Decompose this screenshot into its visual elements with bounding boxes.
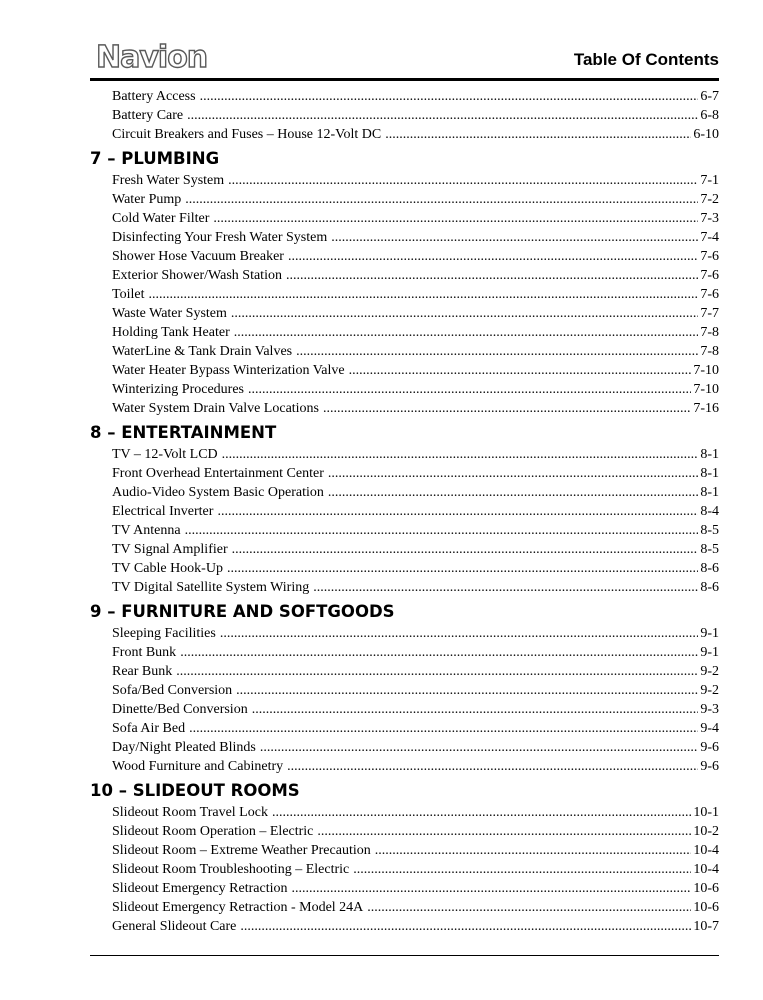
- toc-entry[interactable]: [90, 898, 719, 917]
- toc-entry-title: Audio-Video System Basic Operation: [112, 485, 324, 500]
- toc-entry-title: Holding Tank Heater: [112, 325, 230, 340]
- dot-leader: [291, 879, 691, 898]
- dot-leader: [288, 247, 698, 266]
- toc-entry-title: Cold Water Filter: [112, 211, 210, 226]
- toc-entry-title: Slideout Emergency Retraction: [112, 881, 288, 896]
- dot-leader: [236, 681, 698, 700]
- dot-leader: [185, 521, 699, 540]
- toc-entry-page: 8-4: [700, 504, 719, 519]
- toc-entry-title: TV Digital Satellite System Wiring: [112, 580, 310, 595]
- toc-entry[interactable]: [90, 285, 719, 304]
- toc-entry-page: 10-6: [693, 881, 719, 896]
- dot-leader: [231, 304, 698, 323]
- dot-leader: [248, 380, 691, 399]
- dot-leader: [296, 342, 698, 361]
- table-of-contents: [90, 87, 719, 936]
- page-title: Table Of Contents: [573, 50, 719, 69]
- toc-entry-page: 7-6: [700, 249, 719, 264]
- toc-entry-page: 8-6: [700, 580, 719, 595]
- toc-entry-page: 9-1: [700, 645, 719, 660]
- toc-entry-page: 7-8: [700, 344, 719, 359]
- toc-entry[interactable]: [90, 540, 719, 559]
- toc-entry-page: 8-5: [700, 542, 719, 557]
- toc-entry[interactable]: [90, 662, 719, 681]
- toc-entry-title: Fresh Water System: [112, 173, 225, 188]
- toc-entry-page: 10-1: [693, 805, 719, 820]
- toc-entry[interactable]: [90, 483, 719, 502]
- toc-entry[interactable]: [90, 643, 719, 662]
- dot-leader: [220, 624, 699, 643]
- dot-leader: [367, 898, 691, 917]
- toc-entry-title: Dinette/Bed Conversion: [112, 702, 248, 717]
- toc-entry-page: 6-7: [700, 89, 719, 104]
- dot-leader: [375, 841, 692, 860]
- dot-leader: [328, 483, 698, 502]
- toc-entry[interactable]: [90, 841, 719, 860]
- toc-entry-title: Battery Care: [112, 108, 184, 123]
- toc-entry-title: TV Cable Hook-Up: [112, 561, 223, 576]
- dot-leader: [200, 87, 699, 106]
- toc-entry-page: 6-8: [700, 108, 719, 123]
- dot-leader: [286, 266, 698, 285]
- dot-leader: [148, 285, 698, 304]
- dot-leader: [328, 464, 698, 483]
- toc-entry-page: 7-8: [700, 325, 719, 340]
- toc-entry-title: Slideout Room Travel Lock: [112, 805, 268, 820]
- toc-entry-page: 9-2: [700, 683, 719, 698]
- toc-entry-title: Sleeping Facilities: [112, 626, 216, 641]
- chapter-heading: 7 – PLUMBING: [90, 149, 220, 168]
- toc-entry-title: Front Bunk: [112, 645, 177, 660]
- dot-leader: [187, 106, 698, 125]
- toc-entry[interactable]: [90, 502, 719, 521]
- toc-entry[interactable]: [90, 700, 719, 719]
- toc-entry-page: 8-1: [700, 485, 719, 500]
- dot-leader: [385, 125, 691, 144]
- toc-entry-page: 9-4: [700, 721, 719, 736]
- toc-entry-title: TV Signal Amplifier: [112, 542, 228, 557]
- dot-leader: [227, 559, 698, 578]
- toc-entry[interactable]: [90, 757, 719, 776]
- toc-entry-page: 9-6: [700, 759, 719, 774]
- toc-entry[interactable]: [90, 266, 719, 285]
- toc-entry[interactable]: [90, 917, 719, 936]
- toc-entry-title: TV Antenna: [112, 523, 181, 538]
- dot-leader: [313, 578, 698, 597]
- footer-rule: [90, 955, 719, 956]
- toc-entry-page: 7-6: [700, 287, 719, 302]
- dot-leader: [213, 209, 698, 228]
- toc-entry-title: Sofa Air Bed: [112, 721, 186, 736]
- toc-entry-title: Wood Furniture and Cabinetry: [112, 759, 284, 774]
- toc-entry-title: Battery Access: [112, 89, 196, 104]
- toc-entry[interactable]: [90, 342, 719, 361]
- toc-entry-title: Electrical Inverter: [112, 504, 214, 519]
- toc-entry[interactable]: [90, 361, 719, 380]
- toc-entry[interactable]: [90, 624, 719, 643]
- toc-entry-page: 7-3: [700, 211, 719, 226]
- toc-entry[interactable]: [90, 803, 719, 822]
- toc-entry[interactable]: [90, 380, 719, 399]
- toc-entry-page: 7-2: [700, 192, 719, 207]
- toc-entry[interactable]: [90, 464, 719, 483]
- dot-leader: [228, 171, 698, 190]
- toc-entry[interactable]: [90, 304, 719, 323]
- toc-entry-page: 7-7: [700, 306, 719, 321]
- toc-entry-title: Slideout Emergency Retraction - Model 24A: [112, 900, 364, 915]
- toc-entry[interactable]: [90, 559, 719, 578]
- toc-entry[interactable]: [90, 822, 719, 841]
- header-rule: [90, 78, 719, 81]
- dot-leader: [222, 445, 699, 464]
- toc-entry-title: Rear Bunk: [112, 664, 173, 679]
- dot-leader: [217, 502, 698, 521]
- navion-logo: Navion: [96, 40, 208, 75]
- toc-entry[interactable]: [90, 681, 719, 700]
- toc-entry-title: Circuit Breakers and Fuses – House 12-Volt DC: [112, 127, 382, 142]
- dot-leader: [176, 662, 698, 681]
- toc-entry-title: Slideout Room – Extreme Weather Precaution: [112, 843, 371, 858]
- toc-entry[interactable]: [90, 860, 719, 879]
- toc-entry[interactable]: [90, 125, 719, 144]
- toc-entry-title: Water System Drain Valve Locations: [112, 401, 320, 416]
- toc-entry[interactable]: [90, 247, 719, 266]
- toc-entry-page: 10-6: [693, 900, 719, 915]
- toc-entry-title: Winterizing Procedures: [112, 382, 245, 397]
- toc-entry[interactable]: [90, 228, 719, 247]
- toc-entry[interactable]: [90, 521, 719, 540]
- toc-entry-page: 8-1: [700, 447, 719, 462]
- toc-entry-page: 9-1: [700, 626, 719, 641]
- toc-entry-page: 7-10: [693, 363, 719, 378]
- dot-leader: [331, 228, 698, 247]
- toc-entry-title: Shower Hose Vacuum Breaker: [112, 249, 284, 264]
- toc-entry-page: 7-10: [693, 382, 719, 397]
- chapter-heading: 8 – ENTERTAINMENT: [90, 423, 277, 442]
- toc-entry-page: 7-6: [700, 268, 719, 283]
- chapter-heading: 9 – FURNITURE AND SOFTGOODS: [90, 602, 395, 621]
- toc-entry-page: 8-1: [700, 466, 719, 481]
- toc-entry-title: Disinfecting Your Fresh Water System: [112, 230, 328, 245]
- toc-entry[interactable]: [90, 879, 719, 898]
- toc-entry[interactable]: [90, 323, 719, 342]
- toc-entry-title: Slideout Room Operation – Electric: [112, 824, 314, 839]
- dot-leader: [272, 803, 691, 822]
- toc-entry[interactable]: [90, 190, 719, 209]
- toc-entry-title: General Slideout Care: [112, 919, 237, 934]
- dot-leader: [353, 860, 691, 879]
- toc-entry-title: Exterior Shower/Wash Station: [112, 268, 282, 283]
- toc-entry-page: 10-4: [693, 843, 719, 858]
- toc-entry-title: WaterLine & Tank Drain Valves: [112, 344, 293, 359]
- toc-entry-page: 9-6: [700, 740, 719, 755]
- toc-entry-title: Day/Night Pleated Blinds: [112, 740, 256, 755]
- dot-leader: [323, 399, 691, 418]
- toc-entry-page: 8-6: [700, 561, 719, 576]
- toc-entry-title: TV – 12-Volt LCD: [112, 447, 218, 462]
- toc-entry-page: 10-7: [693, 919, 719, 934]
- toc-entry-page: 7-4: [700, 230, 719, 245]
- toc-entry-title: Toilet: [112, 287, 145, 302]
- toc-entry[interactable]: [90, 209, 719, 228]
- toc-entry[interactable]: [90, 399, 719, 418]
- toc-entry[interactable]: [90, 719, 719, 738]
- toc-entry-page: 7-16: [693, 401, 719, 416]
- dot-leader: [185, 190, 698, 209]
- toc-entry[interactable]: [90, 171, 719, 190]
- dot-leader: [349, 361, 692, 380]
- toc-entry-title: Water Heater Bypass Winterization Valve: [112, 363, 345, 378]
- toc-entry-page: 10-2: [693, 824, 719, 839]
- toc-entry-page: 8-5: [700, 523, 719, 538]
- toc-entry-title: Water Pump: [112, 192, 182, 207]
- chapter-heading: 10 – SLIDEOUT ROOMS: [90, 781, 300, 800]
- dot-leader: [317, 822, 691, 841]
- toc-entry[interactable]: [90, 106, 719, 125]
- toc-entry-title: Front Overhead Entertainment Center: [112, 466, 324, 481]
- dot-leader: [260, 738, 698, 757]
- dot-leader: [234, 323, 699, 342]
- toc-entry-title: Sofa/Bed Conversion: [112, 683, 233, 698]
- toc-entry-page: 6-10: [693, 127, 719, 142]
- dot-leader: [240, 917, 691, 936]
- toc-entry[interactable]: [90, 445, 719, 464]
- toc-entry-page: 9-2: [700, 664, 719, 679]
- toc-entry-page: 9-3: [700, 702, 719, 717]
- toc-entry-page: 7-1: [700, 173, 719, 188]
- toc-entry[interactable]: [90, 738, 719, 757]
- dot-leader: [287, 757, 698, 776]
- toc-entry-title: Slideout Room Troubleshooting – Electric: [112, 862, 350, 877]
- toc-entry-title: Waste Water System: [112, 306, 227, 321]
- dot-leader: [189, 719, 698, 738]
- dot-leader: [252, 700, 699, 719]
- dot-leader: [180, 643, 698, 662]
- toc-entry[interactable]: [90, 578, 719, 597]
- toc-entry[interactable]: [90, 87, 719, 106]
- dot-leader: [232, 540, 699, 559]
- toc-entry-page: 10-4: [693, 862, 719, 877]
